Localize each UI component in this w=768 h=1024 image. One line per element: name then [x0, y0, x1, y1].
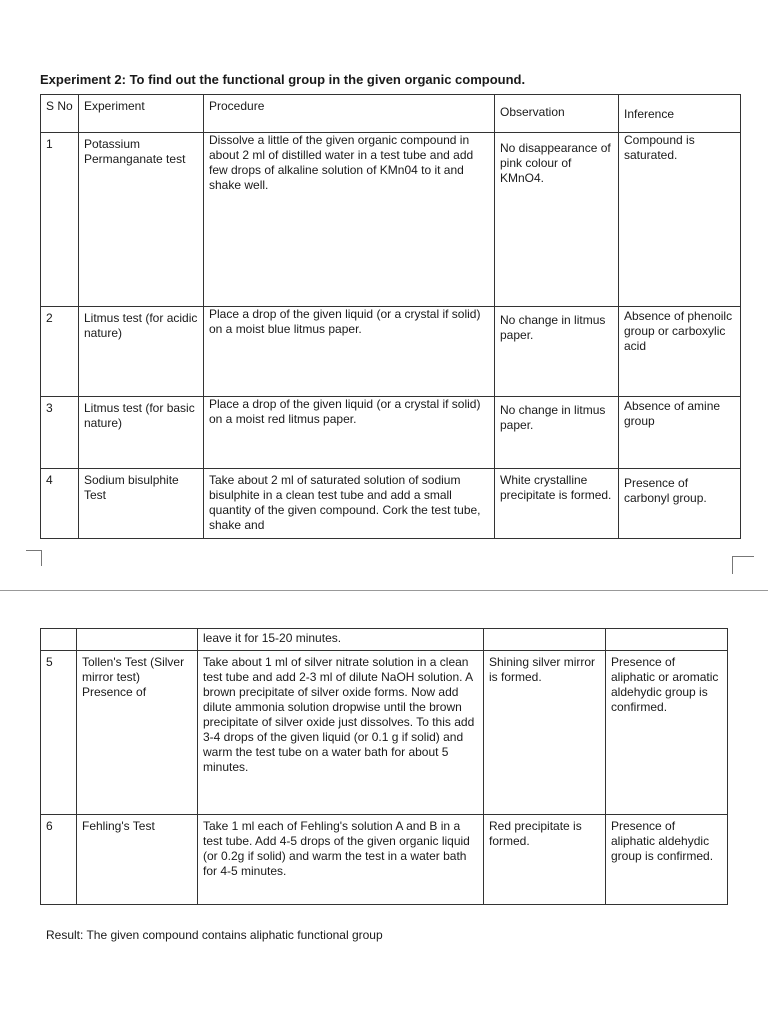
row-experiment: Potassium Permanganate test — [79, 133, 204, 307]
table-row — [41, 815, 728, 905]
row-observation: Shining silver mirror is formed. — [484, 651, 606, 815]
row-observation: No change in litmus paper. — [495, 307, 619, 397]
experiment-table-page-1 — [40, 94, 741, 539]
table-row-continuation — [41, 629, 728, 651]
row-inference: Absence of amine group — [619, 397, 741, 469]
row-experiment: Litmus test (for acidic nature) — [79, 307, 204, 397]
header-observation: Observation — [495, 95, 619, 133]
row-number: 1 — [41, 133, 79, 307]
header-inference: Inference — [619, 95, 741, 133]
table-header-row — [41, 95, 741, 133]
row-procedure: Place a drop of the given liquid (or a crystal if solid) on a moist blue litmus paper. — [204, 307, 495, 397]
experiment-table-page-2 — [40, 628, 728, 905]
row-procedure: Take about 1 ml of silver nitrate solution in a clean test tube and add 2-3 ml of dilute NaOH solution. A brown precipitate of silver oxide forms. Now add dilute ammonia solution dropwise until the brown precipitate of silver oxide just dissolves. To this add 3-4 drops of the given liquid (or 0.1 g if solid) and warm the test tube on a water bath for about 5 minutes. — [198, 651, 484, 815]
row-observation: White crystalline precipitate is formed. — [495, 469, 619, 539]
header-sno: S No — [41, 95, 79, 133]
row-number: 3 — [41, 397, 79, 469]
corner-mark-left — [41, 550, 42, 566]
row-experiment: Sodium bisulphite Test — [79, 469, 204, 539]
corner-mark-right — [732, 556, 754, 557]
page-title: Experiment 2: To find out the functional group in the given organic compound. — [40, 72, 526, 87]
row-observation: No disappearance of pink colour of KMnO4. — [495, 133, 619, 307]
row-experiment: Litmus test (for basic nature) — [79, 397, 204, 469]
result-text: Result: The given compound contains aliphatic functional group — [46, 928, 383, 942]
row-observation: Red precipitate is formed. — [484, 815, 606, 905]
row-inference: Absence of phenoilc group or carboxylic acid — [619, 307, 741, 397]
page-divider — [0, 590, 768, 591]
row-procedure: Place a drop of the given liquid (or a crystal if solid) on a moist red litmus paper. — [204, 397, 495, 469]
header-experiment: Experiment — [79, 95, 204, 133]
row-observation: No change in litmus paper. — [495, 397, 619, 469]
table-row — [41, 397, 741, 469]
row-number: 5 — [41, 651, 77, 815]
table-row — [41, 651, 728, 815]
corner-mark-right — [732, 556, 733, 574]
row-procedure-continued: leave it for 15-20 minutes. — [198, 629, 484, 651]
row-number: 2 — [41, 307, 79, 397]
row-procedure: Take about 2 ml of saturated solution of sodium bisulphite in a clean test tube and add a small quantity of the given compound. Cork the test tube, shake and — [204, 469, 495, 539]
row-inference: Presence of carbonyl group. — [619, 469, 741, 539]
table-row — [41, 133, 741, 307]
row-experiment: Tollen's Test (Silver mirror test) Presence of — [77, 651, 198, 815]
row-number: 6 — [41, 815, 77, 905]
row-procedure: Dissolve a little of the given organic compound in about 2 ml of distilled water in a test tube and add few drops of alkaline solution of KMn04 to it and shake well. — [204, 133, 495, 307]
table-row — [41, 469, 741, 539]
row-experiment: Fehling's Test — [77, 815, 198, 905]
header-procedure: Procedure — [204, 95, 495, 133]
row-procedure: Take 1 ml each of Fehling's solution A and B in a test tube. Add 4-5 drops of the given organic liquid (or 0.2g if solid) and warm the test in a water bath for 4-5 minutes. — [198, 815, 484, 905]
row-inference: Presence of aliphatic or aromatic aldehydic group is confirmed. — [606, 651, 728, 815]
row-inference: Presence of aliphatic aldehydic group is confirmed. — [606, 815, 728, 905]
row-inference: Compound is saturated. — [619, 133, 741, 307]
corner-mark-left — [26, 550, 42, 551]
table-row — [41, 307, 741, 397]
row-number: 4 — [41, 469, 79, 539]
